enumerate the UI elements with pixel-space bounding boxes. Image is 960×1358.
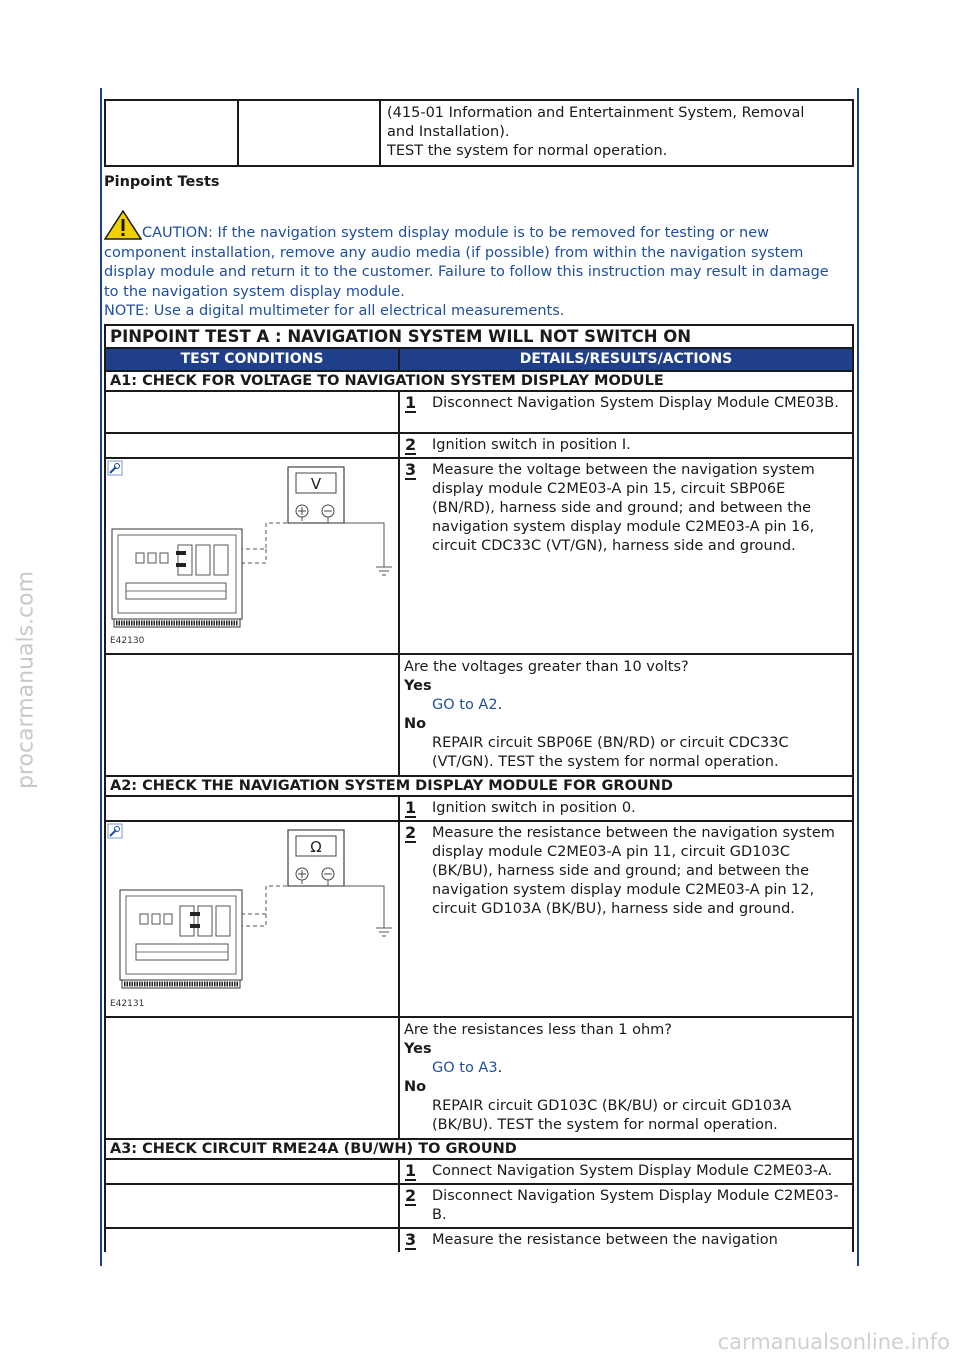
a1-step-1: 1 Disconnect Navigation System Display Module CME03B. <box>399 391 853 433</box>
pinpoint-test-table <box>104 324 854 1252</box>
meter-symbol: Ω <box>310 838 322 856</box>
a1-go-to-a2-link[interactable]: GO to A2 <box>432 697 498 713</box>
ground-symbol-icon <box>376 567 392 575</box>
multimeter-icon <box>288 467 344 523</box>
a1-results: Are the voltages greater than 10 volts? Yes GO to A2. No REPAIR circuit SBP06E (BN/RD) or circuit CDC33C (VT/GN). TEST the system for normal operation. <box>399 654 853 776</box>
a2-results: Are the resistances less than 1 ohm? Yes GO to A3. No REPAIR circuit GD103C (BK/BU) or circuit GD103A (BK/BU). TEST the system for normal operation. <box>399 1017 853 1139</box>
col-header-conditions: TEST CONDITIONS <box>105 348 399 371</box>
a3-title: A3: CHECK CIRCUIT RME24A (BU/WH) TO GROUND <box>105 1139 853 1159</box>
a2-diagram-cell <box>105 821 399 1017</box>
a3-step-3: 3 Measure the resistance between the navigation <box>399 1228 853 1252</box>
top-row-text: (415-01 Information and Entertainment System, Removal and Installation). TEST the system for normal operation. <box>380 100 853 166</box>
section-heading: Pinpoint Tests <box>104 174 220 190</box>
a2-step-1: 1 Ignition switch in position 0. <box>399 796 853 821</box>
a1-diagram-cell <box>105 458 399 654</box>
note-text: NOTE: Use a digital multimeter for all electrical measurements. <box>104 303 565 319</box>
a2-title: A2: CHECK THE NAVIGATION SYSTEM DISPLAY MODULE FOR GROUND <box>105 776 853 796</box>
a3-step-2: 2 Disconnect Navigation System Display Module C2ME03-B. <box>399 1184 853 1228</box>
a2-image-label: E42131 <box>110 999 145 1009</box>
right-margin-line <box>857 88 859 1266</box>
a1-wiring-diagram[interactable] <box>106 459 396 647</box>
a2-step-2: 2 Measure the resistance between the navigation system display module C2ME03-A pin 11, circuit GD103C (BK/BU), harness side and ground; and between the navigation system display module C2ME03-A pin 12, circuit GD103A (BK/BU), harness side and ground. <box>399 821 853 1017</box>
a1-step-2: 2 Ignition switch in position I. <box>399 433 853 458</box>
a1-image-label: E42130 <box>110 636 145 646</box>
a1-step-3: 3 Measure the voltage between the navigation system display module C2ME03-A pin 15, circuit SBP06E (BN/RD), harness side and ground; and between the navigation system display module C2ME03-A pin 16, circuit CDC33C (VT/GN), harness side and ground. <box>399 458 853 654</box>
caution-note <box>104 210 844 322</box>
footer-watermark: carmanualsonline.info <box>717 1330 950 1354</box>
col-header-details: DETAILS/RESULTS/ACTIONS <box>399 348 853 371</box>
meter-symbol: V <box>310 475 322 493</box>
a2-wiring-diagram[interactable] <box>106 822 396 1010</box>
caution-text: CAUTION: If the navigation system display module is to be removed for testing or new component installation, remove any audio media (if possible) from within the navigation system display module and return it to the customer. Failure to follow this instruction may result in damage to the navigation system display module. <box>104 225 829 300</box>
top-row-table <box>104 99 854 167</box>
multimeter-icon <box>288 830 344 886</box>
side-watermark: procarmanuals.com <box>13 570 39 790</box>
pinpoint-test-block <box>104 324 854 1252</box>
a3-step-1: 1 Connect Navigation System Display Module C2ME03-A. <box>399 1159 853 1184</box>
a1-title: A1: CHECK FOR VOLTAGE TO NAVIGATION SYSTEM DISPLAY MODULE <box>105 371 853 391</box>
a2-go-to-a3-link[interactable]: GO to A3 <box>432 1060 498 1076</box>
top-row-block <box>104 99 854 167</box>
zoom-icon[interactable] <box>108 824 122 838</box>
warning-triangle-icon <box>104 210 142 240</box>
left-margin-line <box>100 88 102 1266</box>
test-title: PINPOINT TEST A : NAVIGATION SYSTEM WILL NOT SWITCH ON <box>105 325 853 348</box>
connector-drawing <box>120 890 242 988</box>
connector-drawing <box>112 529 242 627</box>
zoom-icon[interactable] <box>108 461 122 475</box>
ground-symbol-icon <box>376 928 392 936</box>
